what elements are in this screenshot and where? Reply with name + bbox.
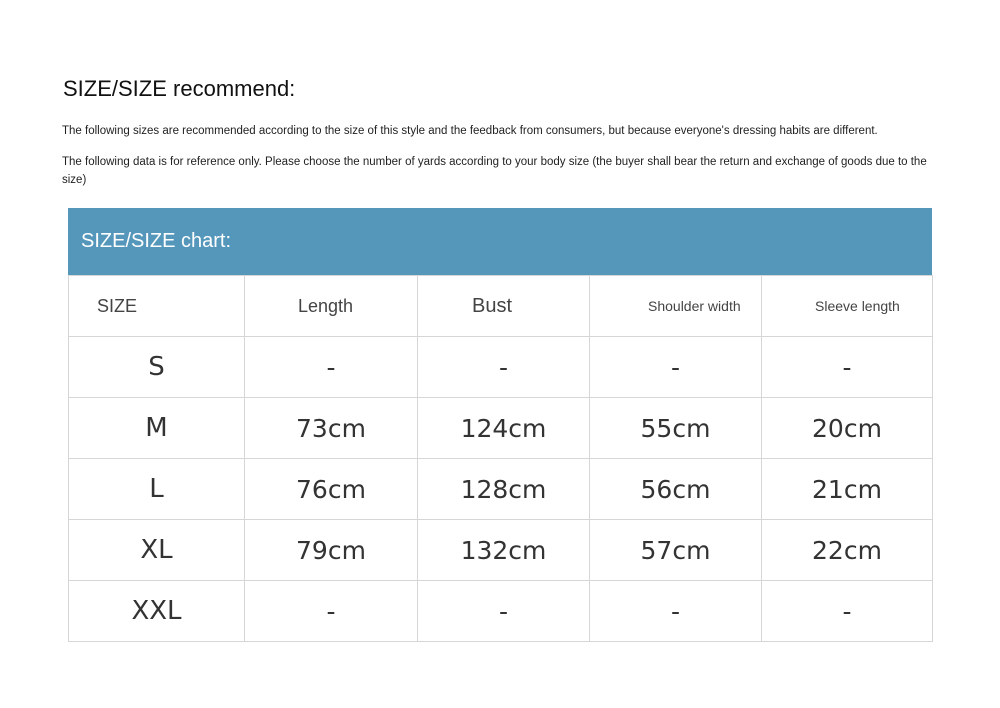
sleeve-cell: 20cm xyxy=(762,398,933,459)
bust-cell: 124cm xyxy=(418,398,590,459)
sleeve-cell: 21cm xyxy=(762,459,933,520)
shoulder-cell: 55cm xyxy=(590,398,762,459)
size-chart xyxy=(68,208,932,642)
length-cell: 79cm xyxy=(245,520,418,581)
size-cell: L xyxy=(69,459,245,520)
sleeve-cell: - xyxy=(762,337,933,398)
table-row xyxy=(69,520,933,581)
page-heading: SIZE/SIZE recommend: xyxy=(63,76,296,101)
column-header-sleeve-length: Sleeve length xyxy=(762,276,933,337)
size-cell: S xyxy=(69,337,245,398)
bust-cell: - xyxy=(418,337,590,398)
size-table-header-row xyxy=(69,276,933,337)
size-chart-header xyxy=(68,208,932,275)
column-header-shoulder-width: Shoulder width xyxy=(590,276,762,337)
table-row xyxy=(69,398,933,459)
size-note-1: The following sizes are recommended according to the size of this style and the feedback from consumers, but because everyone's dressing habits are different. xyxy=(62,125,878,137)
size-cell: XXL xyxy=(69,581,245,642)
length-cell: 73cm xyxy=(245,398,418,459)
column-header-length: Length xyxy=(245,276,418,337)
column-header-size: SIZE xyxy=(69,276,245,337)
size-note-2: The following data is for reference only. Please choose the number of yards according to your body size (the buyer shall bear the return and exchange of goods due to the size) xyxy=(62,156,927,186)
size-cell: M xyxy=(69,398,245,459)
length-cell: - xyxy=(245,337,418,398)
shoulder-cell: 56cm xyxy=(590,459,762,520)
sleeve-cell: - xyxy=(762,581,933,642)
table-row xyxy=(69,581,933,642)
size-table xyxy=(68,275,933,642)
table-row xyxy=(69,459,933,520)
column-header-bust: Bust xyxy=(418,276,590,337)
table-row xyxy=(69,337,933,398)
shoulder-cell: - xyxy=(590,581,762,642)
bust-cell: - xyxy=(418,581,590,642)
bust-cell: 128cm xyxy=(418,459,590,520)
bust-cell: 132cm xyxy=(418,520,590,581)
length-cell: - xyxy=(245,581,418,642)
shoulder-cell: 57cm xyxy=(590,520,762,581)
shoulder-cell: - xyxy=(590,337,762,398)
length-cell: 76cm xyxy=(245,459,418,520)
sleeve-cell: 22cm xyxy=(762,520,933,581)
size-chart-title: SIZE/SIZE chart: xyxy=(81,230,232,252)
size-cell: XL xyxy=(69,520,245,581)
